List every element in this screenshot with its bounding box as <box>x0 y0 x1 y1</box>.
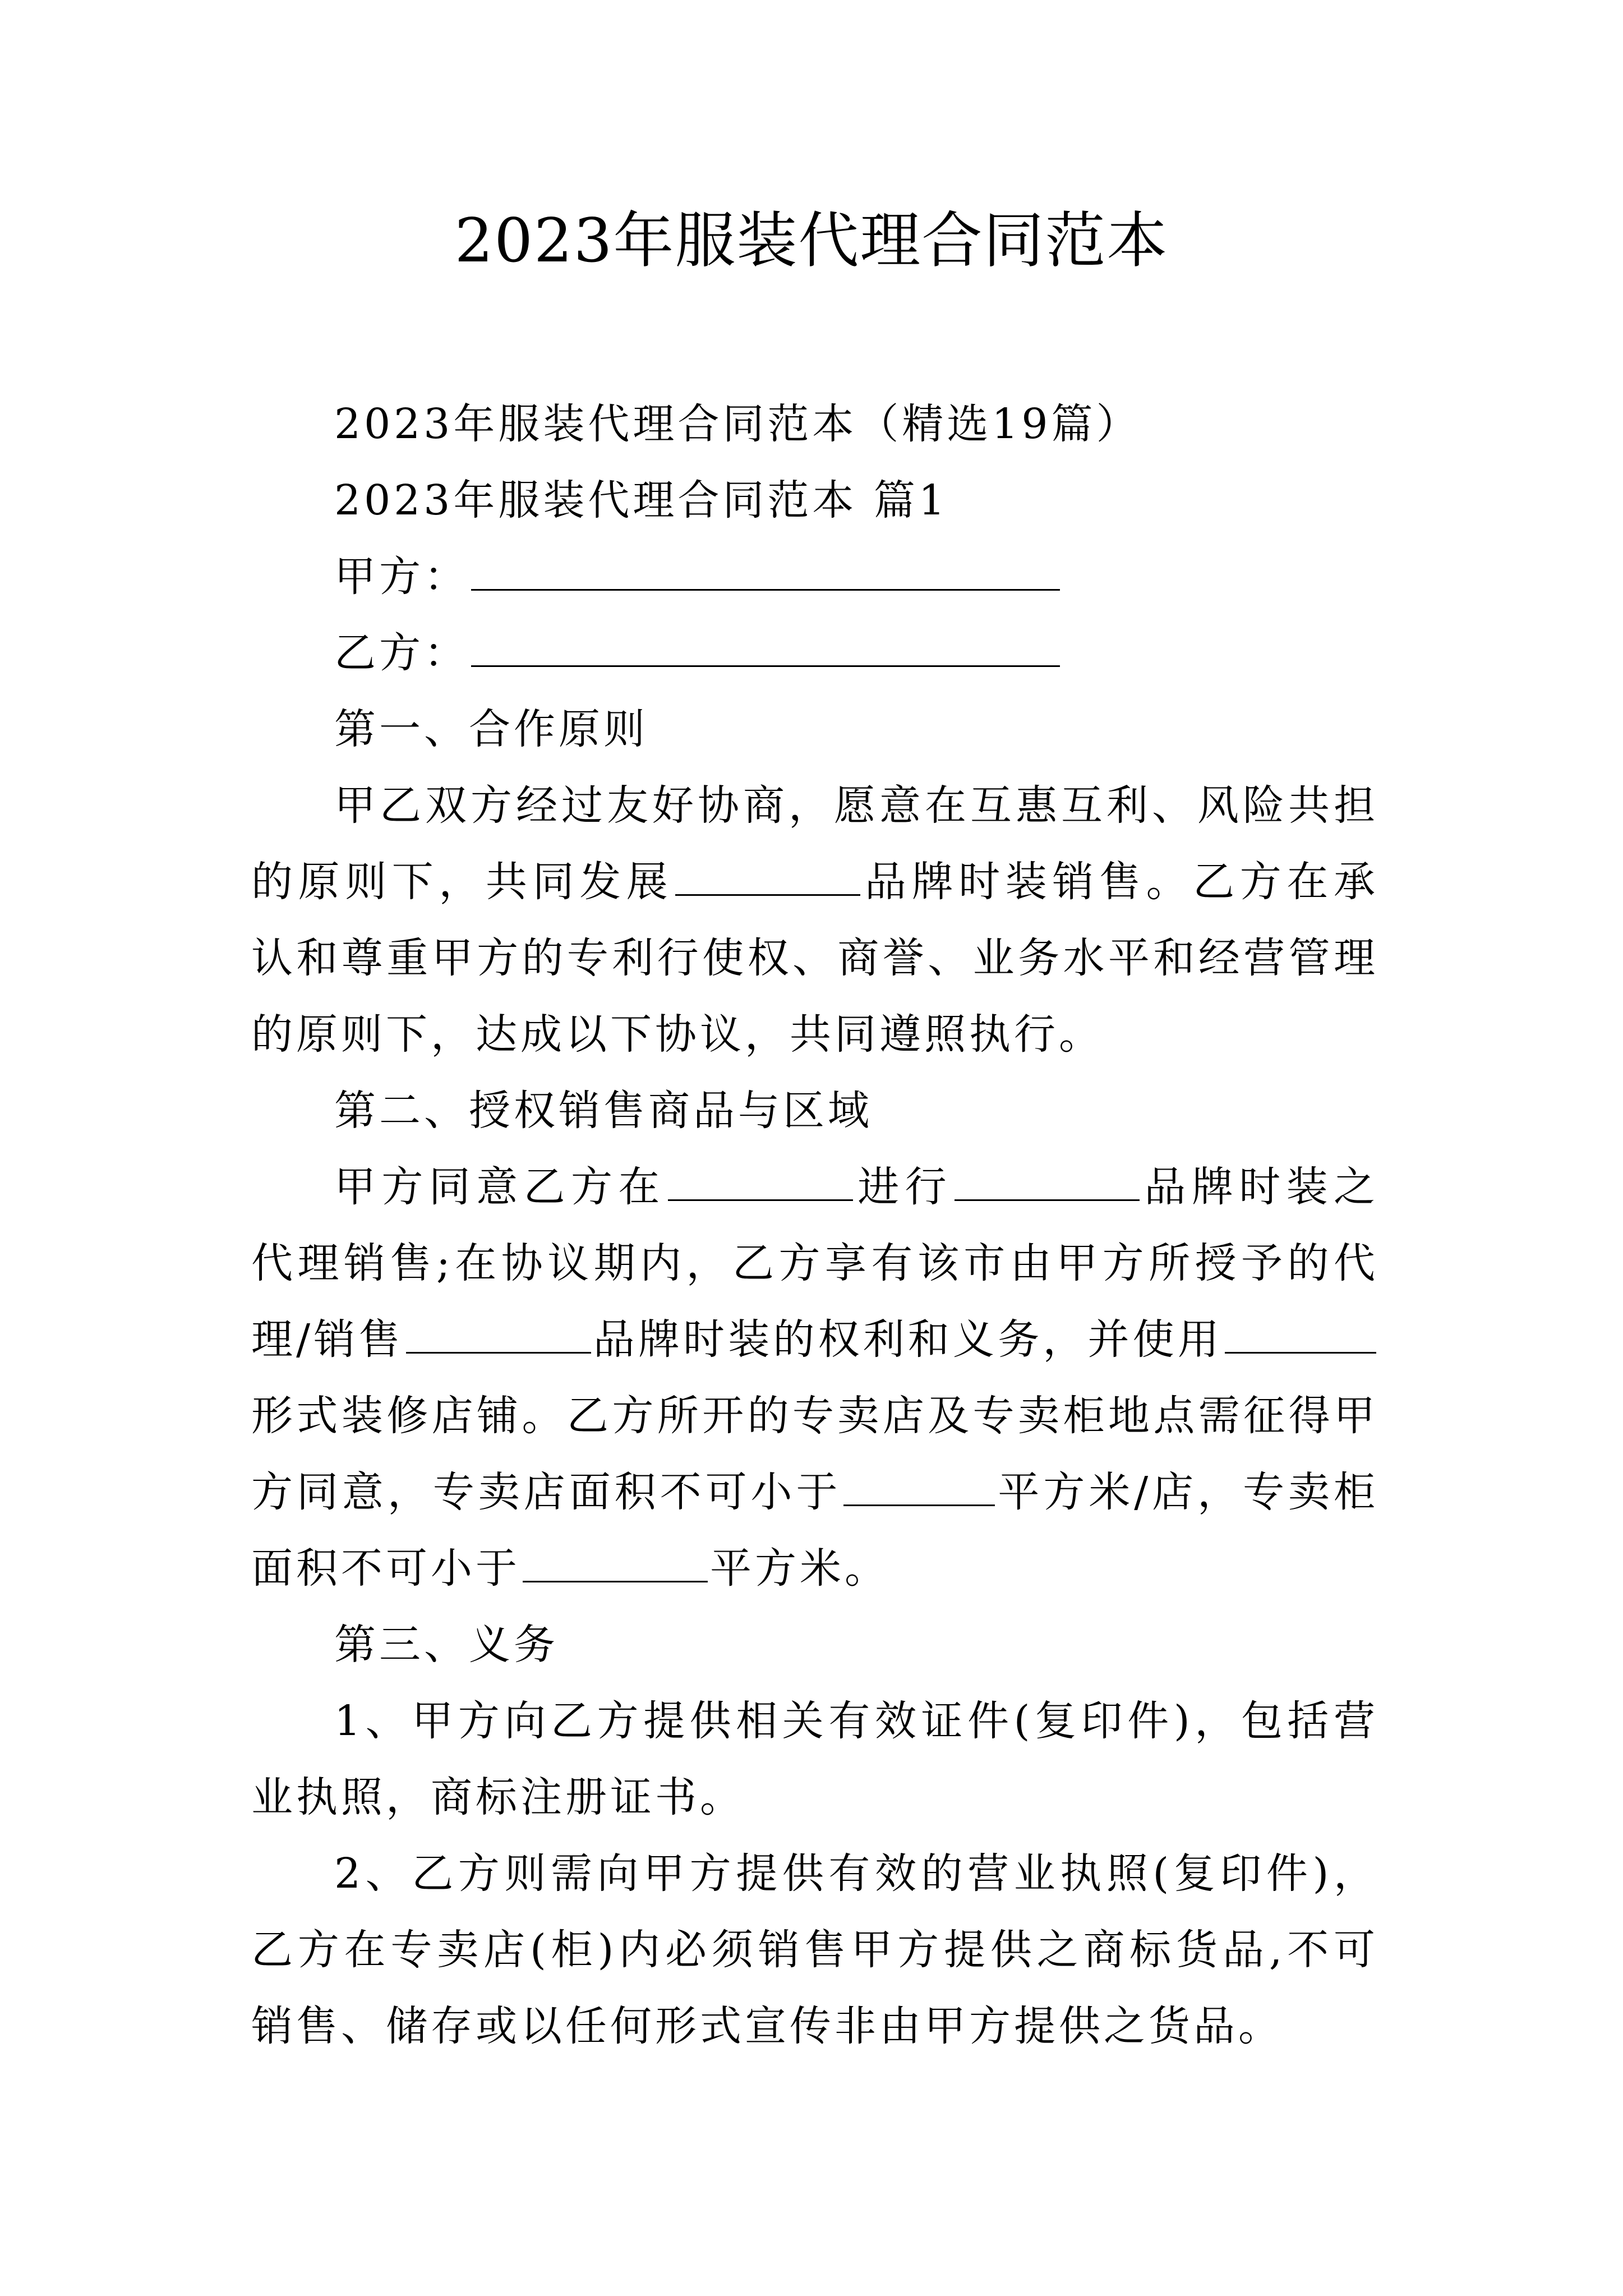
party-b-line <box>251 615 1378 691</box>
p2-part-c: 品牌时装之代理销售;在协议期内，乙方享有该市由甲方所授予的代理/销售 <box>251 1163 1379 1364</box>
heading-authorization: 第二、授权销售商品与区域 <box>334 1087 873 1135</box>
p2-part-f: 平方米/店，专卖柜面积不可小于 <box>251 1468 1379 1593</box>
p2-part-d: 品牌时装的权利和义务，并使用 <box>593 1315 1223 1364</box>
decoration-form-blank <box>1225 1315 1376 1354</box>
store-area-blank <box>843 1467 995 1506</box>
brand-blank-3 <box>406 1315 591 1354</box>
party-b-label: 乙方： <box>334 629 469 677</box>
p2-part-a: 甲方同意乙方在 <box>334 1163 666 1211</box>
region-blank <box>668 1162 853 1201</box>
brand-blank-2 <box>955 1162 1140 1201</box>
p1-part-b: 品牌时装销售。乙方在承认和尊重甲方的专利行使权、商誉、业务水平和经营管理的原则下，达成以下协议，共同遵照执行。 <box>251 858 1379 1059</box>
heading-obligations: 第三、义务 <box>334 1621 559 1669</box>
section-heading: 2023年服装代理合同范本 篇1 <box>334 476 948 524</box>
obligation-item-1: 1、甲方向乙方提供相关有效证件(复印件)，包括营业执照，商标注册证书。 <box>251 1697 1378 1821</box>
obligation-item-2: 2、乙方则需向甲方提供有效的营业执照(复印件)，乙方在专卖店(柜)内必须销售甲方提供之商标货品,不可销售、储存或以任何形式宣传非由甲方提供之货品。 <box>251 1849 1378 2050</box>
subtitle: 2023年服装代理合同范本（精选19篇） <box>334 400 1141 448</box>
brand-blank <box>675 857 860 896</box>
counter-area-blank <box>523 1544 708 1582</box>
party-a-blank <box>471 552 1060 591</box>
document-title: 2023年服装代理合同范本 <box>454 206 1169 276</box>
p2-part-b: 进行 <box>855 1163 953 1211</box>
paragraph-cooperation <box>251 767 1378 1073</box>
heading-cooperation: 第一、合作原则 <box>334 705 648 753</box>
document-body <box>251 386 1378 2064</box>
p1-part-a: 甲乙双方经过友好协商，愿意在互惠互利、风险共担的原则下，共同发展 <box>251 781 1378 906</box>
party-b-blank <box>471 628 1060 667</box>
party-a-label: 甲方： <box>334 553 469 601</box>
p2-part-g: 平方米。 <box>710 1544 889 1593</box>
paragraph-authorization <box>251 1149 1378 1607</box>
p2-part-e: 形式装修店铺。乙方所开的专卖店及专卖柜地点需征得甲方同意，专卖店面积不可小于 <box>251 1392 1378 1516</box>
party-a-line <box>251 539 1378 615</box>
